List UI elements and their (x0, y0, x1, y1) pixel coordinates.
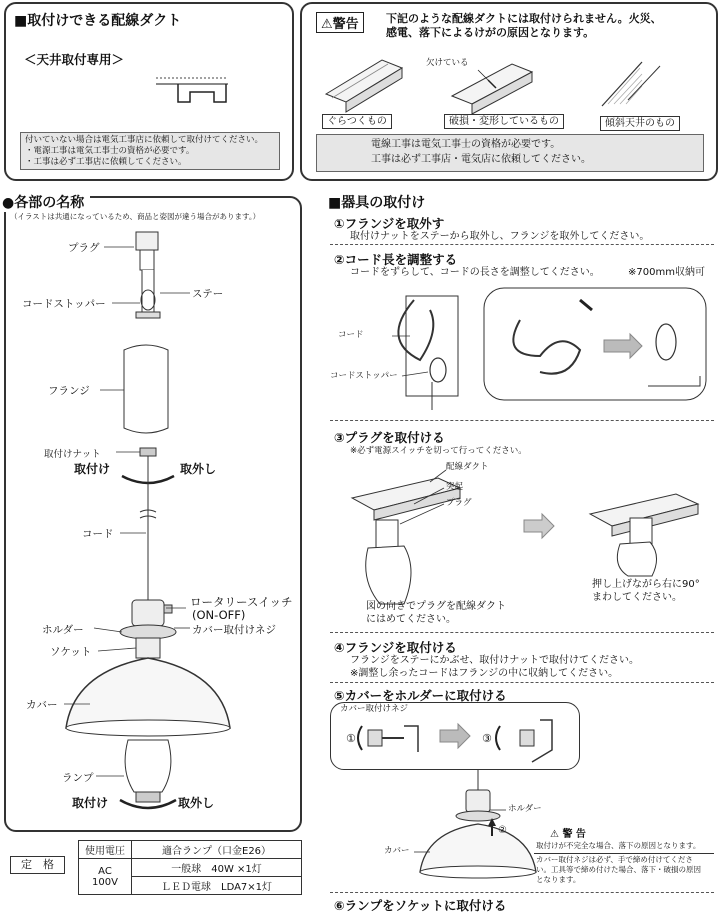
step1-text: 取付けナットをステーから取外し、フランジを取外してください。 (350, 231, 650, 242)
step3-caption-left-2: にはめてください。 (366, 614, 456, 625)
spec-lamp-led: ＬＥＤ電球 LDA7×1灯 (132, 877, 302, 895)
warning-note-line2: 工事は必ず工事店・電気店に依頼してください。 (371, 154, 591, 165)
step5-warning-line2: カバー取付ネジは必ず、手で締め付けてくださ (536, 855, 693, 864)
step5-screw-label: カバー取付けネジ (340, 704, 409, 714)
parts-note: （イラストは共通になっているため、商品と姿図が違う場合があります。） (10, 212, 261, 221)
ducts-note-line1: 付いていない場合は電気工事店に依頼して取付けてください。 (25, 135, 264, 145)
step5-warning-icon: ⚠ (550, 829, 563, 840)
spec-voltage-100v: 100V (92, 876, 118, 888)
step5-n3: ③ (482, 732, 492, 745)
label-socket: ソケット (50, 646, 92, 658)
step3-duct-label: 配線ダクト (446, 462, 489, 472)
step3-note: ※必ず電源スイッチを切って行ってください。 (350, 446, 527, 456)
label-flange: フランジ (48, 385, 90, 397)
step2-cord-label: コード (338, 330, 364, 340)
step4-title: ④フランジを取付ける (334, 640, 457, 655)
ducts-note-line3: ・工事は必ず工事店に依頼してください。 (25, 157, 187, 167)
step2-stopper-label: コードストッパー (330, 371, 398, 381)
step5-warning-line4: となります。 (536, 875, 581, 884)
warning-triangle-icon: ⚠ (321, 17, 333, 32)
spec-voltage-ac: AC (98, 865, 112, 877)
install-title: ■器具の取付け (328, 195, 426, 211)
ceiling-label: ＜天井取付専用＞ (24, 52, 125, 67)
label-stay: ステー (192, 288, 224, 300)
step3-plug-label: プラグ (446, 498, 472, 508)
step3-title: ③プラグを取付ける (334, 430, 445, 445)
step3-protrusion-label: 突起 (446, 482, 464, 492)
step4-text-2: ※調整し余ったコードはフランジの中に収納してください。 (350, 668, 619, 679)
step5-n2: ② (498, 825, 507, 836)
step2-text: コードをずらして、コードの長さを調整してください。 (350, 267, 600, 278)
step5-warning-title-text: 警 告 (562, 829, 586, 840)
label-attach: 取付け (74, 462, 111, 476)
step2-title: ②コード長を調整する (334, 252, 458, 267)
step5-warning-line1: 取付けが不完全な場合、落下の原因となります。 (536, 841, 701, 850)
label-detach: 取外し (180, 462, 217, 476)
label-cover-screw: カバー取付けネジ (192, 624, 276, 636)
step5-divider (330, 892, 714, 893)
case-tilted: 傾斜天井のもの (600, 116, 680, 131)
step3-caption-right-2: まわしてください。 (592, 592, 682, 603)
step2-note: ※700mm収納可 (628, 267, 705, 278)
step5-warning-line3: い。工具等で締め付けた場合、落下・破損の原因 (536, 865, 701, 874)
step5-title: ⑤カバーをホルダーに取付ける (334, 688, 507, 703)
warning-text-2: 感電、落下によるけがの原因となります。 (386, 26, 595, 39)
label-cord-stopper: コードストッパー (22, 298, 106, 310)
ducts-note-line2: ・電源工事は電気工事士の資格が必要です。 (25, 146, 195, 156)
spec-header-voltage: 使用電圧 (79, 841, 132, 859)
label-lamp: ランプ (62, 772, 94, 784)
step3-caption-right-1: 押し上げながら右に90° (592, 579, 700, 590)
step5-holder-label: ホルダー (508, 804, 542, 814)
spec-header-lamp: 適合ランプ（口金E26） (132, 841, 302, 859)
label-holder: ホルダー (42, 624, 84, 636)
label-lamp-detach: 取外し (178, 796, 215, 810)
label-rotary-switch: ロータリースイッチ (190, 595, 293, 609)
step3-caption-left-1: 図の向きでプラグを配線ダクト (366, 601, 506, 612)
ducts-title: ■取付けできる配線ダクト (14, 13, 182, 29)
warning-note-line1: 電線工事は電気工事士の資格が必要です。 (371, 139, 561, 150)
label-plug: プラグ (68, 242, 100, 254)
step6-title: ⑥ランプをソケットに取付ける (334, 898, 507, 913)
step5-n1: ① (346, 732, 356, 745)
label-cord: コード (82, 528, 114, 540)
case-broken: 破損・変形しているもの (444, 114, 564, 129)
spec-label: 定 格 (10, 856, 65, 874)
label-cover: カバー (26, 699, 58, 711)
case-wobbly: ぐらつくもの (322, 114, 392, 129)
label-lamp-attach: 取付け (72, 796, 109, 810)
broken-callout: 欠けている (426, 58, 469, 68)
step4-text-1: フランジをステーにかぶせ、取付けナットで取付けてください。 (350, 655, 640, 666)
parts-title: ●各部の名称 (2, 192, 90, 212)
warning-text-1: 下記のような配線ダクトには取付けられません。火災、 (386, 12, 662, 25)
label-mount-nut: 取付けナット (44, 449, 101, 460)
step5-cover-label: カバー (384, 846, 410, 856)
label-on-off: (ON-OFF) (192, 608, 246, 622)
step5-warning-title (546, 828, 590, 841)
spec-lamp-incandescent: 一般球 40W ×1灯 (132, 859, 302, 877)
step5-warning (534, 829, 716, 890)
step1-title: ①フランジを取外す (334, 216, 445, 231)
warning-badge-text: 警告 (332, 17, 359, 32)
